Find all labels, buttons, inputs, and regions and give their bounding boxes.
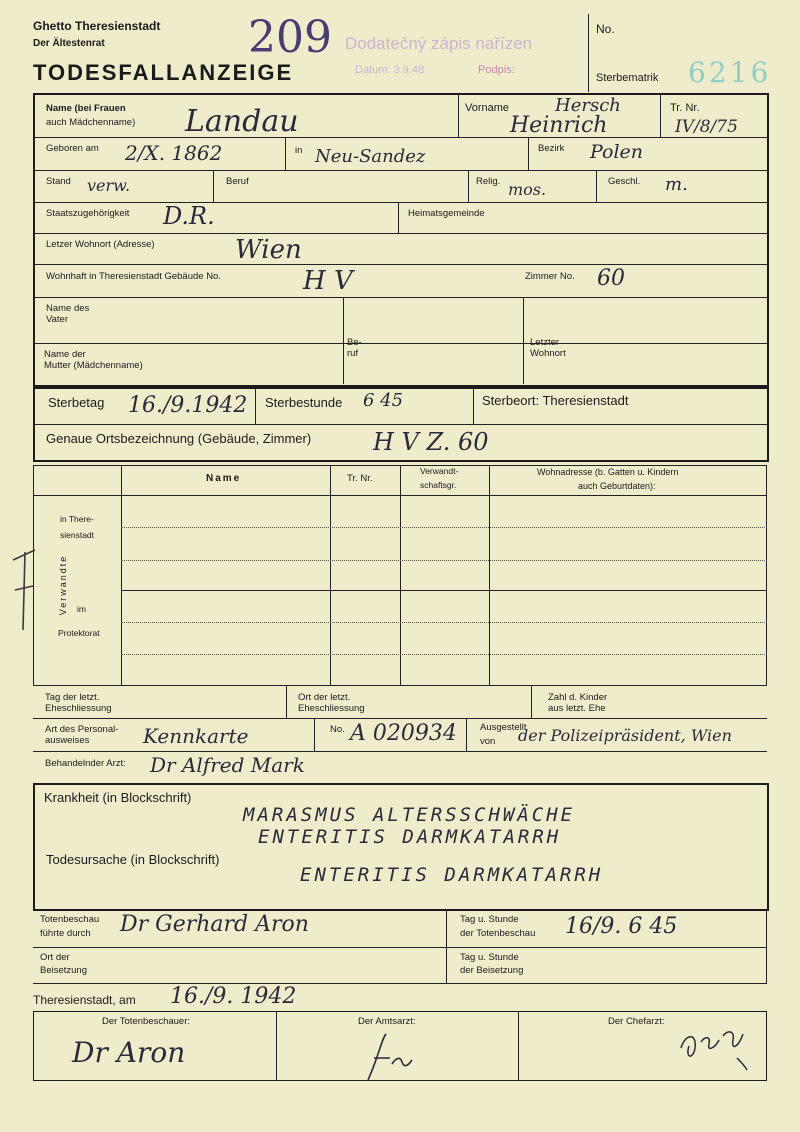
beschau-label-2: führte durch [40, 928, 91, 939]
stamp-date: Datum: 3.9.48 [355, 64, 425, 76]
id-no-value: A 020934 [350, 721, 457, 746]
letzter-label: Letzter [530, 337, 560, 348]
in-label: in [295, 145, 303, 156]
beruf2-label: Be- [347, 337, 362, 348]
zimmer-value: 60 [597, 266, 625, 291]
place-date-label: Theresienstadt, am [33, 993, 136, 1007]
name-label: Name (bei Frauen [46, 103, 126, 114]
mutter-label: Name der [44, 349, 86, 360]
beschau-time-label: Tag u. Stunde [460, 914, 519, 925]
sig-amtsarzt-label: Der Amtsarzt: [358, 1016, 416, 1027]
id-type-label-2: ausweises [45, 735, 90, 746]
ortsbez-label: Genaue Ortsbezeichnung (Gebäude, Zimmer) [46, 431, 312, 446]
sig-chefarzt-label: Der Chefarzt: [608, 1016, 665, 1027]
krankheit-label: Krankheit (in Blockschrift) [44, 790, 192, 805]
doctor-label: Behandelnder Arzt: [45, 758, 126, 769]
rel-wohn-header: Wohnadresse (b. Gatten u. Kindern [537, 467, 679, 477]
marriage-date-label: Tag der letzt. [45, 692, 100, 703]
marriage-date-label-2: Eheschliessung [45, 703, 112, 714]
krankheit-line-1: MARASMUS ALTERSSCHWÄCHE [243, 804, 576, 826]
vater-label-2: Vater [46, 314, 69, 325]
sig-beschauer-value: Dr Aron [72, 1036, 186, 1069]
id-issuer-label-2: von [480, 736, 496, 747]
stamp-text: Dodatečný zápis nařízen [345, 34, 533, 53]
relig-label: Relig. [476, 176, 501, 187]
ortsbez-value: H V Z. 60 [373, 428, 489, 456]
rel-in-there-2: sienstadt [60, 530, 95, 540]
letzter-label-2: Wohnort [530, 348, 566, 359]
staats-label: Staatszugehörigkeit [46, 208, 130, 219]
sterbeort-label: Sterbeort: Theresienstadt [482, 393, 629, 408]
beschau-time-value: 16/9. 6 45 [565, 914, 678, 939]
beschau-label: Totenbeschau [40, 914, 100, 925]
sterbematrik-value: 6216 [688, 56, 772, 89]
rel-verw-header-2: schaftsgr. [420, 480, 457, 490]
burial-time-label: Tag u. Stunde [460, 952, 519, 963]
amtsarzt-signature [360, 1028, 420, 1088]
beschau-value: Dr Gerhard Aron [120, 912, 309, 937]
zimmer-label: Zimmer No. [525, 271, 575, 282]
heimat-label: Heimatsgemeinde [408, 208, 485, 219]
burial-place-label-2: Beisetzung [40, 965, 88, 976]
geschl-value: m. [665, 174, 688, 195]
rel-name-header: Name [206, 473, 242, 484]
stand-label: Stand [46, 176, 71, 187]
todesursache-value: ENTERITIS DARMKATARRH [300, 864, 604, 886]
geschl-label: Geschl. [608, 176, 641, 187]
vorname-value-1: Hersch [555, 95, 621, 116]
beruf2-label-2: ruf [347, 348, 359, 359]
sterbematrik-label: Sterbematrik [596, 72, 659, 84]
id-no-label: No. [330, 724, 345, 735]
vater-label: Name des [46, 303, 90, 314]
trnr-label: Tr. Nr. [670, 102, 700, 114]
rel-wohn-header-2: auch Geburtdaten): [578, 481, 656, 491]
id-issuer-label: Ausgestellt [480, 722, 527, 733]
in-value: Neu-Sandez [315, 146, 426, 167]
org-name: Ghetto Theresienstadt [33, 19, 161, 33]
no-label: No. [596, 22, 615, 36]
sterbetag-label: Sterbetag [48, 395, 105, 410]
sterbestunde-value: 6 45 [363, 390, 404, 411]
geboren-label: Geboren am [46, 143, 99, 154]
mutter-label-2: Mutter (Mädchenname) [44, 360, 143, 371]
wohnort-value: Wien [235, 235, 302, 265]
id-type-value: Kennkarte [143, 724, 249, 748]
gebaeude-value: H V [303, 266, 353, 296]
geboren-value: 2/X. 1862 [125, 141, 223, 165]
bezirk-label: Bezirk [538, 143, 565, 154]
children-label: Zahl d. Kinder [548, 692, 608, 703]
margin-pencil-mark [5, 540, 45, 640]
rel-im: im [77, 604, 86, 614]
name-label-2: auch Mädchenname) [46, 117, 136, 128]
sterbetag-value: 16./9.1942 [128, 393, 248, 418]
children-label-2: aus letzt. Ehe [548, 703, 606, 714]
sterbestunde-label: Sterbestunde [265, 395, 343, 410]
vorname-value-2: Heinrich [510, 113, 608, 138]
rel-side-label: Verwandte [58, 554, 68, 616]
todesursache-label: Todesursache (in Blockschrift) [46, 852, 220, 867]
case-number: 209 [248, 12, 332, 63]
doctor-value: Dr Alfred Mark [150, 753, 305, 777]
marriage-place-label: Ort der letzt. [298, 692, 351, 703]
beruf-label: Beruf [226, 176, 249, 187]
trnr-value: IV/8/75 [675, 117, 738, 137]
org-subname: Der Ältestenrat [33, 38, 105, 49]
staats-value: D.R. [163, 202, 215, 230]
sig-beschauer-label: Der Totenbeschauer: [102, 1016, 191, 1027]
burial-time-label-2: der Beisetzung [460, 965, 524, 976]
chefarzt-signature [675, 1018, 755, 1073]
relig-value: mos. [508, 180, 547, 199]
surname-value: Landau [185, 104, 299, 139]
vorname-label: Vorname [465, 102, 510, 114]
stand-value: verw. [87, 176, 131, 195]
wohnort-label: Letzer Wohnort (Adresse) [46, 239, 155, 250]
stamp-signature-label: Podpis: [478, 64, 515, 76]
id-type-label: Art des Personal- [45, 724, 119, 735]
rel-protektorat: Protektorat [58, 628, 100, 638]
rel-trnr-header: Tr. Nr. [347, 473, 373, 484]
krankheit-line-2: ENTERITIS DARMKATARRH [258, 826, 562, 848]
rel-in-there: in There- [60, 514, 94, 524]
marriage-place-label-2: Eheschliessung [298, 703, 365, 714]
burial-place-label: Ort der [40, 952, 70, 963]
beschau-time-label-2: der Totenbeschau [460, 928, 536, 939]
place-date-value: 16./9. 1942 [170, 984, 297, 1009]
bezirk-value: Polen [590, 141, 644, 163]
gebaeude-label: Wohnhaft in Theresienstadt Gebäude No. [46, 271, 221, 282]
rel-verw-header: Verwandt- [420, 466, 459, 476]
form-title: TODESFALLANZEIGE [33, 60, 294, 85]
id-issuer-value: der Polizeipräsident, Wien [518, 726, 732, 745]
